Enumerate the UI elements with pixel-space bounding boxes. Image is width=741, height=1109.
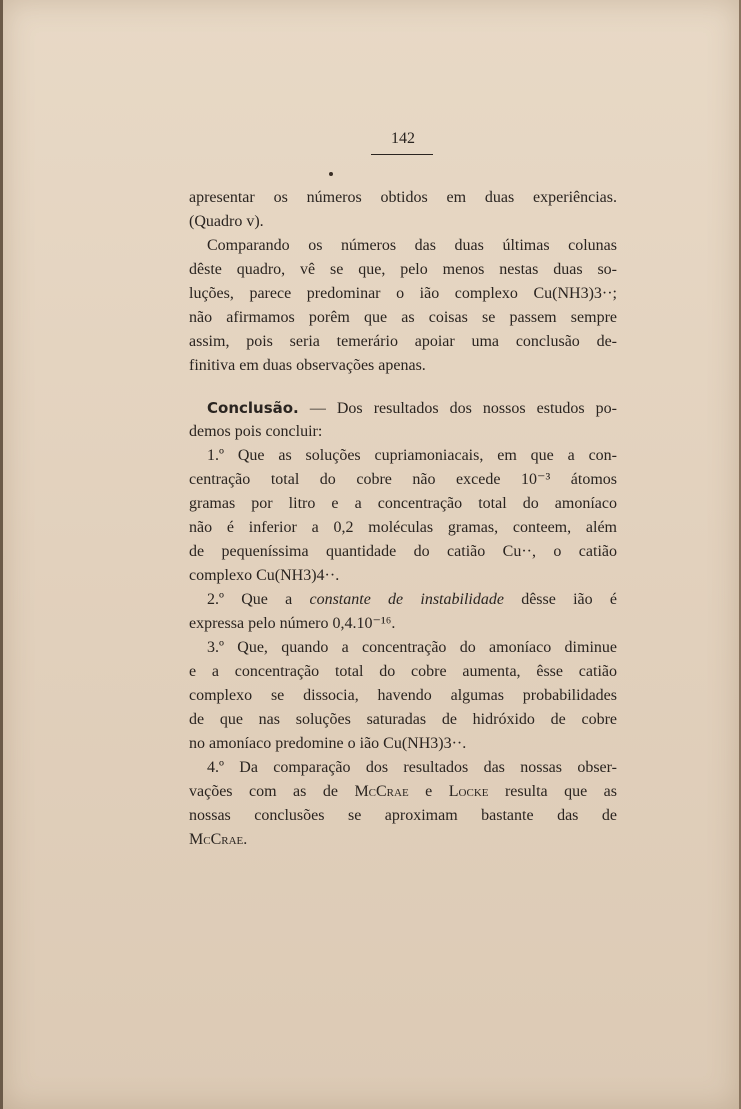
- text-line: expressa pelo número 0,4.10⁻¹⁶.: [189, 615, 396, 632]
- item2-text-b: dêsse ião é: [503, 591, 618, 608]
- text-line: finitiva em duas observações apenas.: [189, 357, 426, 374]
- text-line: demos pois concluir:: [189, 423, 323, 440]
- author-name-mccrae-final: McCrae.: [189, 831, 248, 848]
- page-number: 142: [391, 130, 415, 147]
- author-name-locke: Locke: [448, 783, 489, 800]
- text-line: centração total do cobre não excede 10⁻³ átomos: [189, 471, 617, 488]
- text-line: complexo Cu(NH3)4··.: [189, 567, 340, 584]
- item2-text-a: 2.º Que a: [207, 591, 310, 608]
- text-line: dêste quadro, vê se que, pelo menos nestas duas so-: [189, 261, 617, 278]
- text-line: não é inferior a 0,2 moléculas gramas, conteem, além: [189, 519, 617, 536]
- item2-emphasis: constante de instabilidade: [309, 591, 504, 608]
- text-line: nossas conclusões se aproximam bastante das de: [189, 807, 617, 824]
- text-line: 4.º Da comparação dos resultados das nossas obser-: [207, 759, 617, 776]
- text-line: assim, pois seria temerário apoiar uma conclusão de-: [189, 333, 617, 350]
- item4-text-b: e: [408, 783, 449, 800]
- text-line: 3.º Que, quando a concentração do amoníaco diminue: [207, 639, 617, 656]
- text-line: (Quadro v).: [189, 213, 264, 230]
- text-line: apresentar os números obtidos em duas experiências.: [189, 189, 617, 206]
- conclusion-text: — Dos resultados dos nossos estudos po-: [298, 400, 617, 417]
- paragraph-gap: [189, 378, 617, 396]
- item4-text-c: resulta que as: [488, 783, 618, 800]
- text-line: de pequeníssima quantidade do catião Cu··, o catião: [189, 543, 617, 560]
- text-line: Comparando os números das duas últimas colunas: [207, 237, 617, 254]
- text-line: não afirmamos porêm que as coisas se passem sempre: [189, 309, 617, 326]
- author-name-mccrae: McCrae: [354, 783, 409, 800]
- text-line: 1.º Que as soluções cupriamoniacais, em que a con-: [207, 447, 617, 464]
- text-line: de que nas soluções saturadas de hidróxido de cobre: [189, 711, 617, 728]
- item4-line: [189, 780, 617, 804]
- conclusion-line: [189, 396, 617, 420]
- text-line: gramas por litro e a concentração total do amoníaco: [189, 495, 617, 512]
- text-line: luções, parece predominar o ião complexo Cu(NH3)3··;: [189, 285, 617, 302]
- conclusion-heading: Conclusão.: [207, 399, 299, 417]
- ink-dot: [329, 172, 333, 176]
- item2-line: [189, 588, 617, 612]
- body-text: [189, 186, 617, 852]
- page-number-rule: [371, 154, 433, 155]
- text-line: no amoníaco predomine o ião Cu(NH3)3··.: [189, 735, 467, 752]
- item4-text-a: vações com as de: [189, 783, 355, 800]
- text-line: complexo se dissocia, havendo algumas probabilidades: [189, 687, 617, 704]
- text-line: e a concentração total do cobre aumenta, êsse catião: [189, 663, 617, 680]
